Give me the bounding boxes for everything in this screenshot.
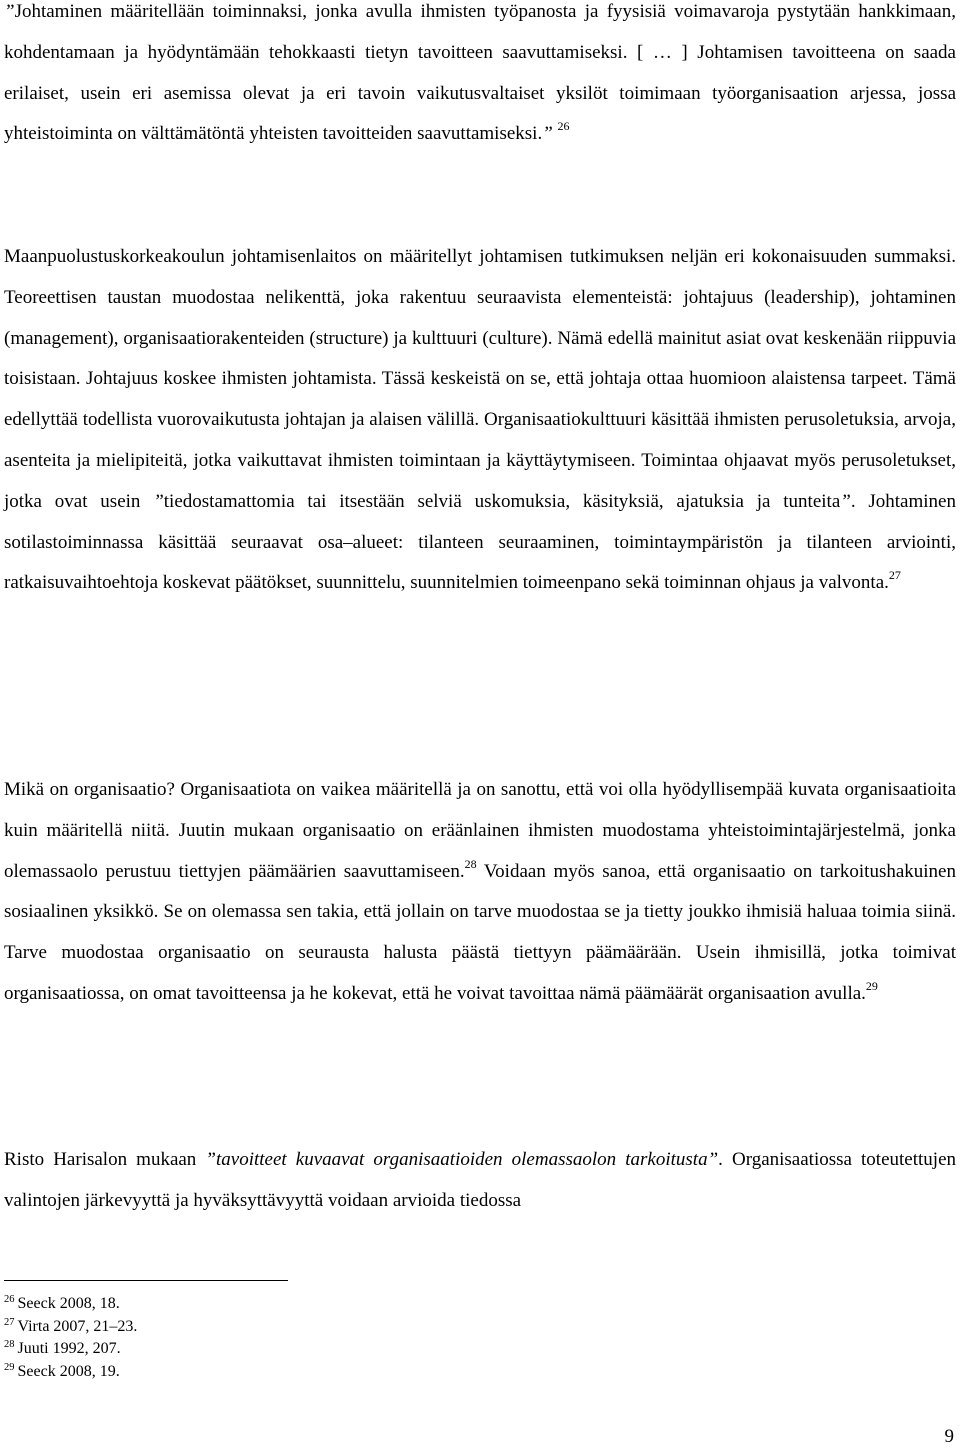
footnote-text: Virta 2007, 21–23. [17, 1317, 138, 1335]
quoted-text: tavoitteet kuvaavat organisaatioiden olemassaolon tarkoitusta [215, 1149, 708, 1170]
quote-text: Johtaminen määritellään toiminnaksi, jonka avulla ihmisten työpanosta ja fyysisiä voimavaroja pystytään hankkimaan, kohdentamaan ja hyödyntämään tehokkaasti tietyn tavoitteen saavuttamiseksi. [ … ] Johtamisen tavoitteena on saada erilaiset, usein eri asemissa olevat ja eri tavoin vaikutusvaltaiset yksilöt toimimaan työorganisaation arjessa, jossa yhteistoiminta on välttämätöntä yhteisten tavoitteiden saavuttamiseksi. [4, 1, 956, 145]
paragraph-text: Risto Harisalon mukaan [4, 1149, 206, 1170]
paragraph-text: Mikä on organisaatio? Organisaatiota on vaikea määritellä ja on sanottu, että voi olla hyödyllisempää kuvata organisaatioita kuin määritellä niitä. Juutin mukaan organisaatio on eräänlainen ihmisten muodostama yhteistoimintajärjestelmä, jonka olemassaolo perustuu tiettyjen päämäärien saavuttamiseen. [4, 779, 956, 882]
page-number: 9 [944, 1426, 954, 1447]
closing-quote-mark: ” [840, 490, 851, 512]
opening-quote-mark: ” [4, 1, 15, 22]
paragraph-text: Voidaan myös sanoa, että organisaatio on tarkoitushakuinen sosiaalinen yksikkö. Se on olemassa sen takia, että jollain on tarve muodostaa se ja tietty joukko ihmisiä haluaa toimia siinä. Tarve muodostaa organisaatio on seurausta halusta päästä tiettyyn päämäärään. Usein ihmisillä, jotka toimivat organisaatiossa, on omat tavoitteensa ja he kokevat, että he voivat tavoittaa nämä päämäärät organisaation avulla. [4, 860, 956, 1004]
footnote-number: 29 [4, 1362, 15, 1374]
footnote-list [4, 1293, 137, 1384]
footnote-ref-27: 27 [888, 568, 901, 583]
footnote-ref-28: 28 [464, 856, 477, 871]
closing-quote-mark: ” [542, 123, 553, 145]
body-paragraph-leadership [4, 237, 956, 604]
footnote-number: 28 [4, 1339, 15, 1351]
footnote-ref-29: 29 [865, 978, 878, 993]
paragraph-text: . Organisaatiossa toteutettujen valintojen järkevyyttä ja hyväksyttävyyttä voidaan arvioida tiedossa [4, 1149, 957, 1211]
footnote-item [4, 1316, 137, 1339]
closing-quote-mark: ” [707, 1149, 719, 1170]
footnote-text: Seeck 2008, 19. [17, 1363, 120, 1381]
block-quote-paragraph [4, 0, 956, 155]
footnote-item [4, 1338, 137, 1361]
paragraph-text: Maanpuolustuskorkeakoulun johtamisenlaitos on määritellyt johtamisen tutkimuksen neljän eri kokonaisuuden summaksi. Teoreettisen taustan muodostaa nelikenttä, joka rakentuu seuraavista elementeistä: johtajuus (leadership), johtaminen (management), organisaatiorakenteiden (structure) ja kulttuuri (culture). Nämä edellä mainitut asiat ovat keskenään riippuvia toisistaan. Johtajuus koskee ihmisten johtamista. Tässä keskeistä on se, että johtaja ottaa huomioon alaistensa tarpeet. Tämä edellyttää todellista vuorovaikutusta johtajan ja alaisen välillä. Organisaatiokulttuuri käsittää ihmisten perusoletuksia, arvoja, asenteita ja mielipiteitä, jotka vaikuttavat ihmisten toimintaan ja käyttäytymiseen. Toimintaa ohjaavat myös perusoletukset, jotka ovat usein [4, 246, 956, 512]
footnote-text: Seeck 2008, 18. [17, 1295, 120, 1312]
body-paragraph-organisation [4, 770, 956, 1015]
footnote-separator [4, 1280, 288, 1281]
opening-quote-mark: ” [153, 490, 164, 512]
quoted-text: tiedostamattomia tai itsestään selviä uskomuksia, käsityksiä, ajatuksia ja tunteita [163, 490, 841, 512]
footnote-text: Juuti 1992, 207. [17, 1340, 121, 1358]
footnote-item [4, 1361, 137, 1384]
footnote-number: 27 [4, 1316, 15, 1328]
body-paragraph-harisalo [4, 1140, 956, 1222]
opening-quote-mark: ” [205, 1149, 216, 1170]
footnote-number: 26 [4, 1294, 15, 1305]
paragraph-text: . Johtaminen sotilastoiminnassa käsittää seuraavat osa–alueet: tilanteen seuraaminen, toimintaympäristön ja tilanteen arviointi, ratkaisuvaihtoehtoja koskevat päätökset, suunnittelu, suunnitelmien toimeenpano sekä toiminnan ohjaus ja valvonta. [4, 490, 956, 594]
footnote-ref-26: 26 [557, 119, 570, 134]
footnote-item [4, 1293, 137, 1316]
